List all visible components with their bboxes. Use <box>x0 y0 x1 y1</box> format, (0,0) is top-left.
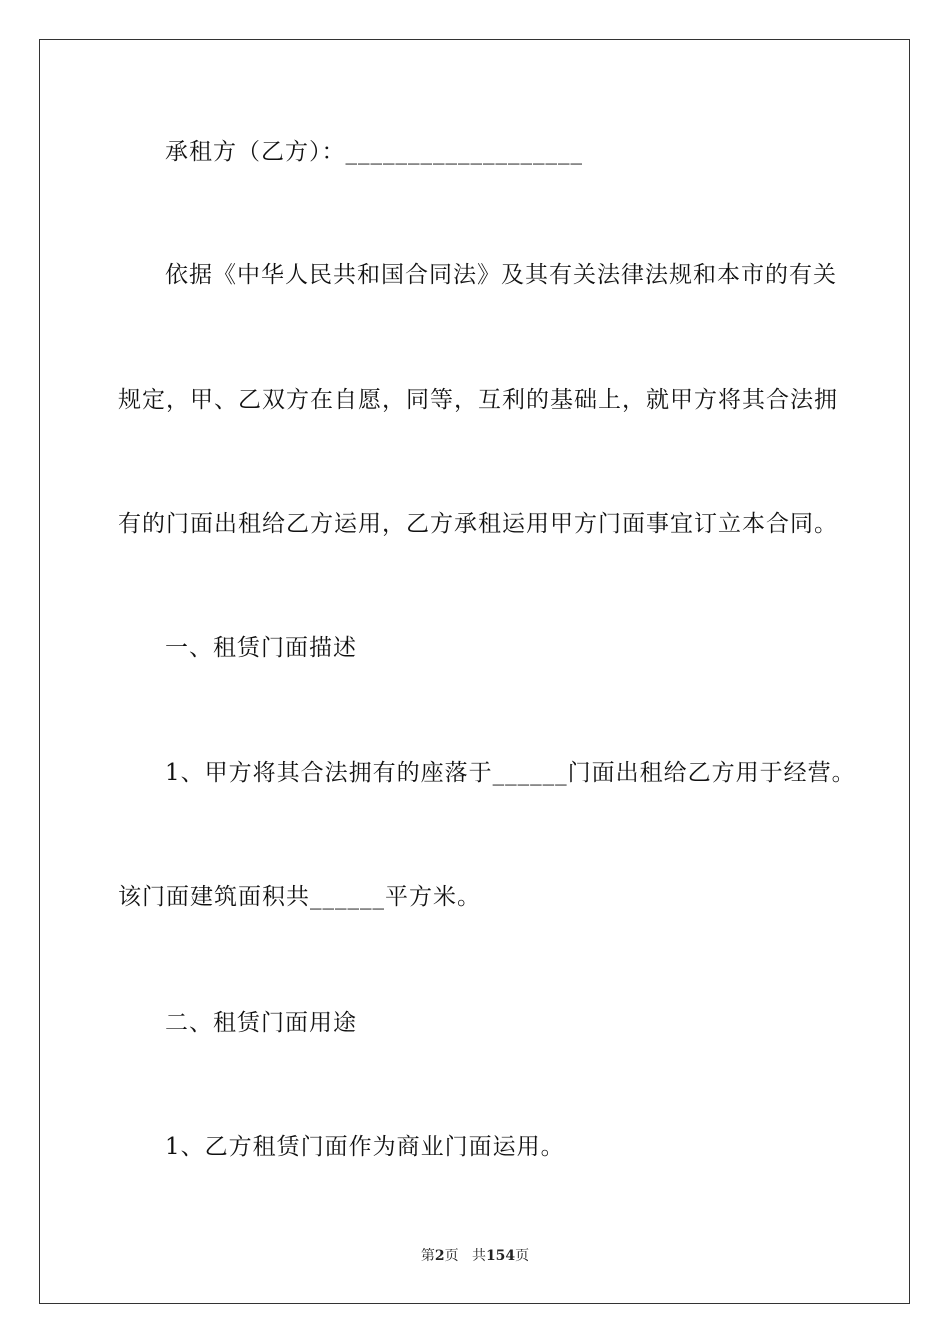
body-paragraph-line: 有的门面出租给乙方运用，乙方承租运用甲方门面事宜订立本合同。 <box>118 511 838 537</box>
page-number: 2 <box>434 1248 445 1264</box>
page-label-suffix: 页 <box>444 1248 459 1264</box>
body-paragraph-line: 1、乙方租赁门面作为商业门面运用。 <box>165 1134 565 1160</box>
page-footer <box>0 1246 950 1266</box>
body-paragraph-line: 规定，甲、乙双方在自愿，同等，互利的基础上，就甲方将其合法拥 <box>118 387 838 413</box>
body-paragraph-line: 该门面建筑面积共______平方米。 <box>118 884 481 910</box>
page-label-prefix: 第 <box>420 1248 435 1264</box>
section-heading: 一、租赁门面描述 <box>165 635 357 661</box>
body-paragraph-line: 1、甲方将其合法拥有的座落于______门面出租给乙方用于经营。 <box>165 760 856 786</box>
section-heading: 二、租赁门面用途 <box>165 1010 357 1036</box>
total-label-suffix: 页 <box>515 1248 530 1264</box>
body-paragraph-line: 依据《中华人民共和国合同法》及其有关法律法规和本市的有关 <box>165 262 837 288</box>
total-label-prefix: 共 <box>471 1248 486 1264</box>
lessee-line: 承租方（乙方）：___________________ <box>165 139 583 165</box>
page-border <box>39 39 910 1304</box>
total-pages: 154 <box>485 1248 516 1264</box>
